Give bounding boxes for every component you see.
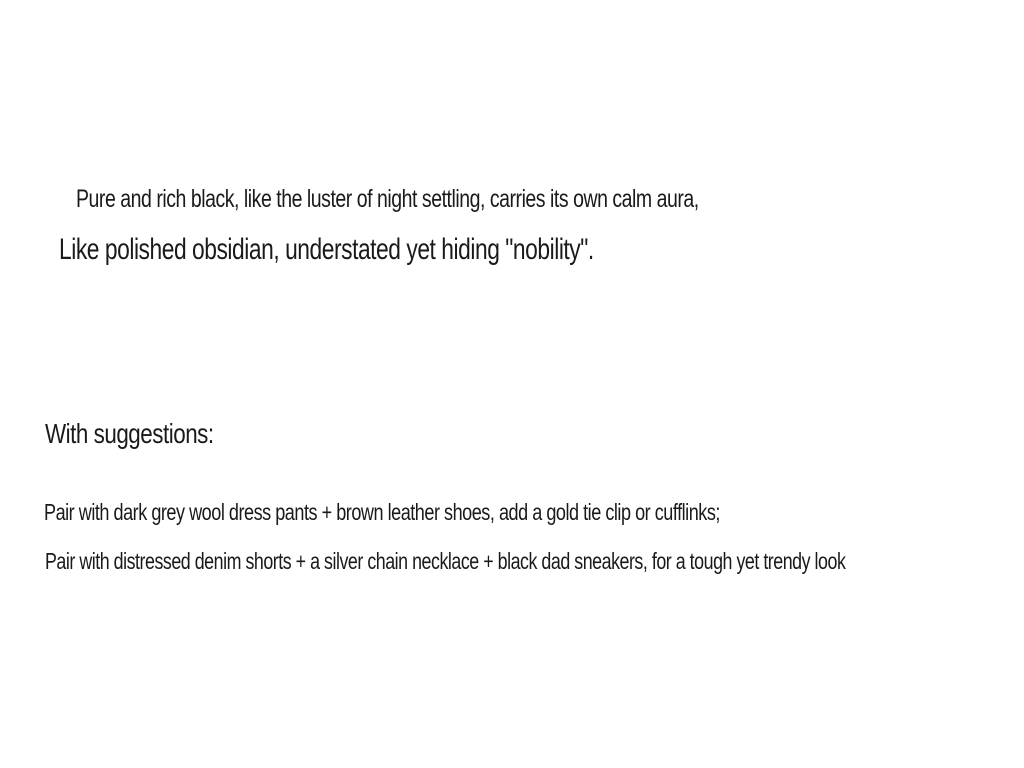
suggestion-item-2: Pair with distressed denim shorts + a silver chain necklace + black dad sneakers, for a tough yet trendy look [45,548,846,574]
poem-line-2: Like polished obsidian, understated yet hiding "nobility". [59,233,594,266]
poem-line-1: Pure and rich black, like the luster of night settling, carries its own calm aura, [76,185,699,213]
suggestion-item-1: Pair with dark grey wool dress pants + brown leather shoes, add a gold tie clip or cufflinks; [44,499,720,525]
suggestions-heading: With suggestions: [45,418,214,449]
